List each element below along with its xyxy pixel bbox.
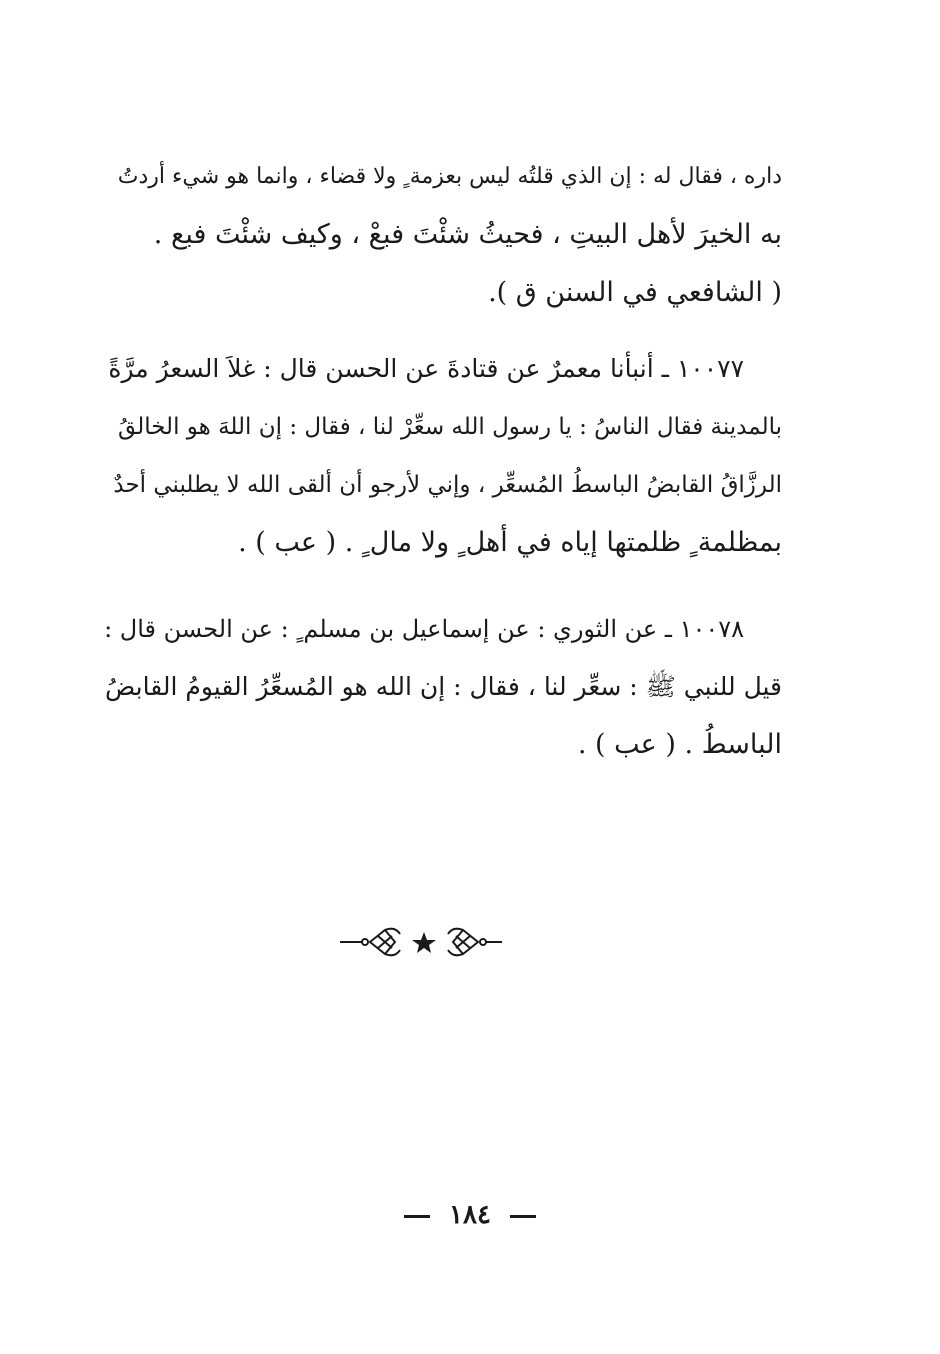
paragraph-line: داره ، فقال له : إن الذي قلتُه ليس بعزمة ٍ ولا قضاء ، وانما هو شيء أردتُ	[117, 164, 782, 189]
paragraph-line: ١٠٠٧٧ ـ أنبأنا معمرٌ عن قتادةَ عن الحسن قال : غلاَ السعرُ مرَّةً	[108, 354, 744, 383]
paragraph-3	[90, 600, 782, 774]
paragraph-line: بالمدينة فقال الناسُ : يا رسول الله سعِّرْ لنا ، فقال : إن اللهَ هو الخالقُ	[118, 414, 782, 440]
page-number-value: ١٨٤	[449, 1200, 491, 1230]
paragraph-line: الباسطُ . ( عب ) .	[577, 729, 782, 760]
paragraph-line: قيل للنبي ﷺ : سعِّر لنا ، فقال : إن الله هو المُسعِّرُ القيومُ القابضُ	[105, 672, 782, 701]
paragraph-line: الرزَّاقُ القابضُ الباسطُ المُسعِّر ، وإني لأرجو أن ألقى الله لا يطلبني أحدٌ	[113, 472, 782, 498]
star-ornament-icon	[0, 922, 940, 962]
page-number	[0, 1200, 940, 1230]
paragraph-2	[90, 340, 782, 572]
paragraph-1	[90, 148, 782, 322]
paragraph-line: بمظلمة ٍ ظلمتها إياه في أهل ٍ ولا مال ٍ . ( عب ) .	[238, 527, 782, 558]
paragraph-line: ( الشافعي في السنن ق ).	[488, 277, 782, 308]
paragraph-line: ١٠٠٧٨ ـ عن الثوري : عن إسماعيل بن مسلم ٍ : عن الحسن قال :	[104, 615, 744, 643]
dash-divider	[404, 1215, 430, 1218]
dash-divider	[510, 1215, 536, 1218]
paragraph-line: به الخيرَ لأهل البيتِ ، فحيثُ شئْتَ فبعْ ، وكيف شئْتَ فبع .	[153, 219, 782, 250]
